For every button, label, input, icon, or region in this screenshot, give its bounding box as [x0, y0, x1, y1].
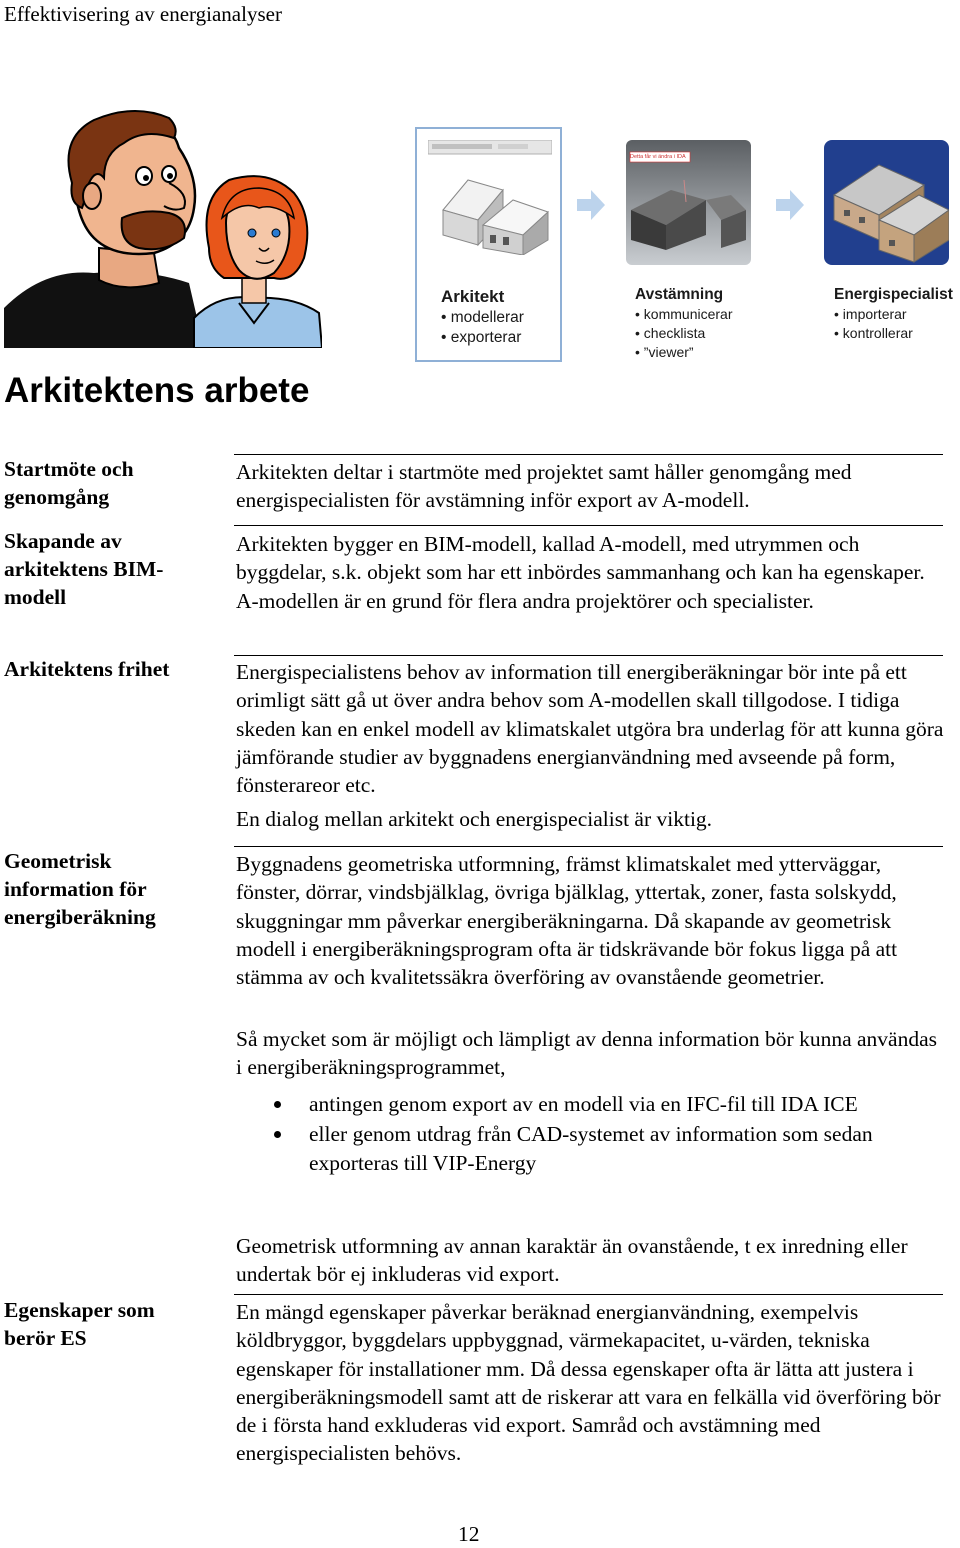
workflow-step-item: • importerar [834, 306, 907, 322]
body-paragraph: Arkitekten bygger en BIM-modell, kallad A-modell, med utrymmen och byggdelar, s.k. objekt som har ett inbördes sammanhang och kan ha egenskaper. A-modellen är en grund för flera andra projektörer och specialister. [236, 532, 925, 613]
architect-model-screenshot [428, 140, 552, 255]
bullet-icon [274, 1131, 281, 1138]
bullet-icon [274, 1101, 281, 1108]
body-paragraph: En mängd egenskaper påverkar beräknad energianvändning, exempelvis köldbryggor, byggdelars uppbyggnad, värmekapacitet, u-värden, tekniska egenskaper för installationer mm. Då dessa egenskaper ofta är lätta att justera i energiberäkningsmodell samt att de riskerar att vara en felkälla vid överföring bör de i första hand exkluderas vid export. Samråd och avstämning med energispecialisten behövs. [236, 1300, 941, 1466]
workflow-step-item: • ”viewer” [635, 344, 694, 360]
side-heading: Arkitektens frihet [4, 657, 170, 681]
body-paragraph: Energispecialistens behov av information till energiberäkningar bör inte på ett orimligt sätt gå ut över andra behov som A-modellen skall tillgodose. I tidiga skeden kan en enkel modell av klimatskalet utgöra bra underlag för att kunna göra jämförande studier av byggnadens energianvändning med avseende på form, fönsterareor etc. [236, 660, 944, 798]
workflow-step-item: • kontrollerar [834, 325, 913, 341]
workflow-step-item: • exporterar [441, 328, 522, 346]
workflow-step-item: • kommunicerar [635, 306, 733, 322]
section-divider [234, 655, 943, 656]
workflow-step-title: Arkitekt [441, 287, 505, 306]
side-heading: Geometrisk information för energiberäkning [4, 849, 156, 929]
list-item: antingen genom export av en modell via en IFC-fil till IDA ICE [236, 1090, 948, 1118]
workflow-step-item: • checklista [635, 325, 706, 341]
workflow-step-item: • modellerar [441, 309, 524, 326]
cartoon-characters-illustration [4, 108, 322, 348]
list-item: eller genom utdrag från CAD-systemet av information som sedan exporteras till VIP-Energy [236, 1120, 948, 1177]
arrow-right-icon [776, 190, 804, 220]
section-divider [234, 1294, 943, 1295]
body-paragraph: Arkitekten deltar i startmöte med projektet samt håller genomgång med energispecialisten för avstämning inför export av A-modell. [236, 460, 852, 513]
body-paragraph: En dialog mellan arkitekt och energispecialist är viktig. [236, 807, 713, 831]
running-header: Effektivisering av energianalyser [4, 2, 282, 26]
workflow-step-title: Avstämning [635, 286, 724, 303]
workflow-step-energispecialist [834, 285, 958, 343]
body-paragraph: Geometrisk utformning av annan karaktär än ovanstående, t ex inredning eller undertak bör ej inkluderas vid export. [236, 1234, 908, 1287]
section-divider [234, 454, 943, 455]
page-number: 12 [458, 1522, 480, 1546]
section-title: Arkitektens arbete [4, 371, 310, 410]
viewer-screen-caption: Detta får vi ändra i IDA [630, 154, 686, 160]
side-heading: Startmöte och genomgång [4, 457, 134, 509]
bullet-list [236, 1090, 948, 1179]
body-paragraph: Byggnadens geometriska utformning, främst klimatskalet med ytterväggar, fönster, dörrar, vindsbjälklag, övriga bjälklag, yttertak, zoner, fasta solskydd, skuggningar mm påverkar energiberäkningarna. Då skapande av geometrisk modell i energiberäkningsprogram ofta är tidskrävande bör fokus ligga på att stämma av och kvalitetssäkra överföring av ovanstående geometrier. [236, 852, 898, 990]
workflow-step-arkitekt [441, 286, 561, 347]
section-divider [234, 525, 943, 526]
workflow-step-avstamning [635, 285, 775, 362]
workflow-step-title: Energispecialist [834, 286, 953, 303]
side-heading: Skapande av arkitektens BIM-modell [4, 529, 164, 609]
body-paragraph: Så mycket som är möjligt och lämpligt av denna information bör kunna användas i energiberäkningsprogrammet, [236, 1027, 937, 1080]
arrow-right-icon [577, 190, 605, 220]
energy-model-screenshot [824, 140, 949, 265]
side-heading: Egenskaper som berör ES [4, 1298, 155, 1350]
section-divider [234, 846, 943, 847]
